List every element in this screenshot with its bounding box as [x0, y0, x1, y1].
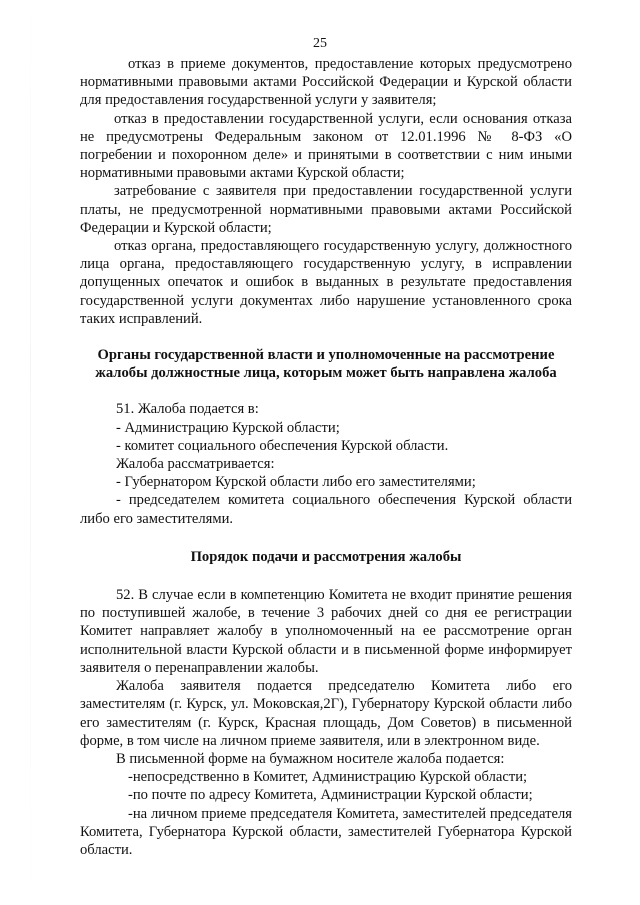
- page-number: 25: [313, 36, 327, 51]
- list-item: - Губернатором Курской области либо его заместителями;: [116, 474, 476, 491]
- list-item: - председателем комитета социального обеспечения Курской области либо его заместителями.: [80, 492, 572, 527]
- section-51-lead: 51. Жалоба подается в:: [116, 401, 259, 418]
- list-item: - комитет социального обеспечения Курской области.: [116, 437, 449, 454]
- paragraph-fee-demand: затребование с заявителя при предоставлении государственной услуги платы, не предусмотренной нормативными правовыми актами Российской Федерации и Курской области;: [80, 183, 572, 236]
- list-item: - Администрацию Курской области;: [116, 419, 340, 436]
- section-51-review-lead: Жалоба рассматривается:: [116, 456, 275, 473]
- scan-shadow: [30, 0, 31, 905]
- paragraph-refusal-service: отказ в предоставлении государственной услуги, если основания отказа не предусмотрены Федеральным законом от 12.01.1996 № 8-ФЗ «О погребении и похоронном деле» и принятыми в соответствии с ним иными нормативными правовыми актами Курской области;: [80, 110, 572, 182]
- list-item: -на личном приеме председателя Комитета, заместителей председателя Комитета, Губернатора Курской области, заместителей Губернатора Курской области.: [80, 805, 572, 858]
- list-item: -по почте по адресу Комитета, Администрации Курской области;: [128, 787, 533, 804]
- section-heading-order: Порядок подачи и рассмотрения жалобы: [190, 548, 462, 565]
- paragraph-refusal-documents: отказ в приеме документов, предоставление которых предусмотрено нормативными правовыми актами Российской Федерации и Курской области для предоставления государственной услуги у заявителя;: [80, 56, 572, 109]
- section-52-paragraph: 52. В случае если в компетенцию Комитета не входит принятие решения по поступившей жалобе, в течение 3 рабочих дней со дня ее регистрации Комитет направляет жалобу в уполномоченный на ее рассмотрение орган исполнительной власти Курской области и в письменной форме информирует заявителя о перенаправлении жалобы.: [80, 587, 572, 676]
- paragraph-refusal-corrections: отказ органа, предоставляющего государственную услугу, должностного лица органа, предоставляющего государственную услугу, в исправлении допущенных опечаток и ошибок в выданных в результате предоставления государственной услуги документах либо нарушение установленного срока таких исправлений.: [80, 238, 572, 327]
- section-52-submission: Жалоба заявителя подается председателю Комитета либо его заместителям (г. Курск, ул. Моковская,2Г), Губернатору Курской области либо его заместителям (г. Курск, Красная площадь, Дом Советов) в письменной форме, в том числе на личном приеме заявителя, или в электронном виде.: [80, 678, 572, 749]
- section-52-paper-lead: В письменной форме на бумажном носителе жалоба подается:: [116, 750, 505, 767]
- list-item: -непосредственно в Комитет, Администрацию Курской области;: [128, 769, 528, 786]
- section-heading-organs: Органы государственной власти и уполномоченные на рассмотрение жалобы должностные лица, которым может быть направлена жалоба: [95, 347, 557, 382]
- page-body: [80, 55, 572, 859]
